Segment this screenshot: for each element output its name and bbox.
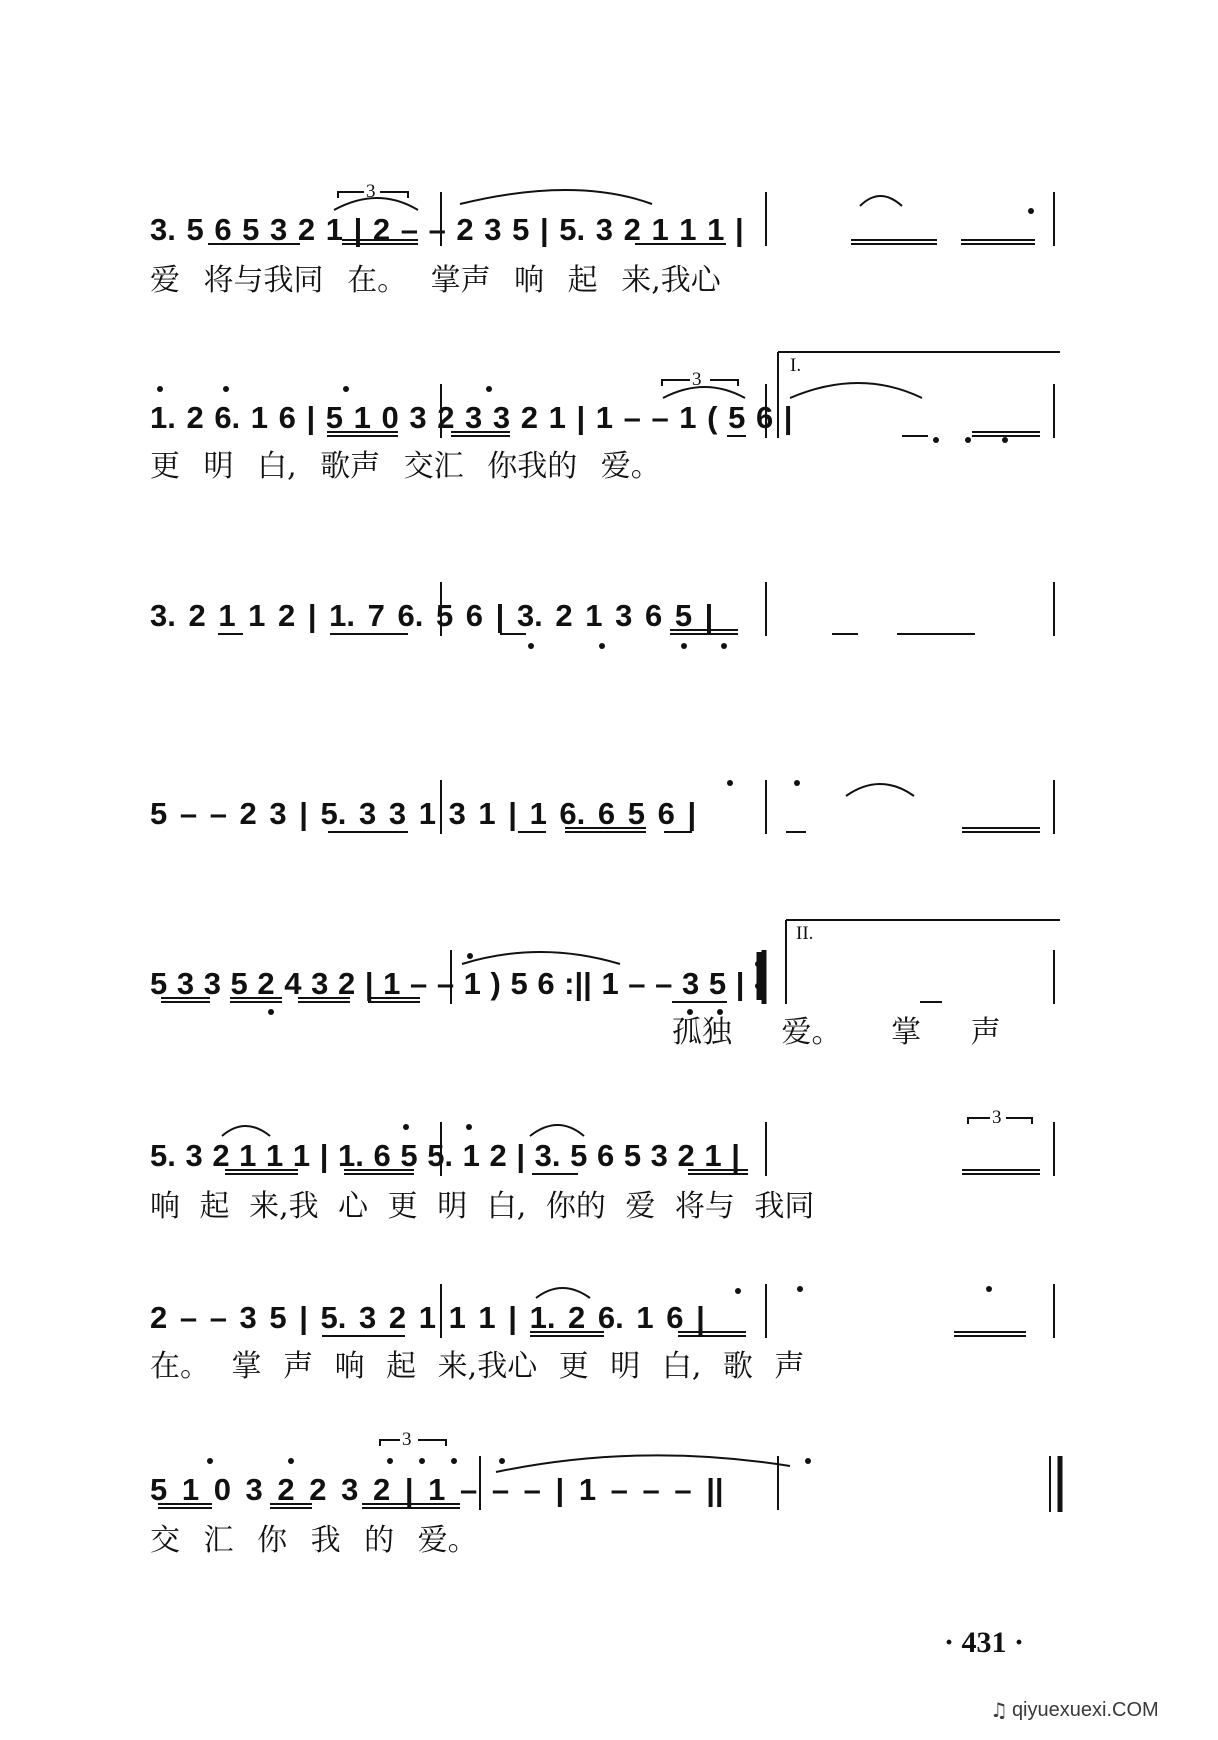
watermark <box>990 1700 1159 1720</box>
row-5-notes: 5 3 3 5 2 4 3 2 | 1 – – 1 ) 5 6 :|| 1 – – 3 5 | <box>150 966 745 1001</box>
row-2-lyrics: 更 明 白, 歌声 交汇 你我的 爱。 <box>150 449 661 484</box>
triplet-marker: 3 <box>402 1429 412 1450</box>
row-6-lyrics: 响 起 来,我 心 更 明 白, 你的 爱 将与 我同 <box>150 1189 815 1224</box>
row-3-notes: 3. 2 1 1 2 | 1. 7 6. 5 6 | 3. 2 1 3 6 5 | <box>150 598 714 633</box>
page-number: · 431 · <box>944 1626 1025 1659</box>
row-7-lyrics: 在。 掌 声 响 起 来,我心 更 明 白, 歌 声 <box>150 1349 805 1384</box>
row-8-notes: 5 1 0 3 2 2 3 2 | 1 – – – | 1 – – – || <box>150 1472 724 1507</box>
row-7-notes: 2 – – 3 5 | 5. 3 2 1 1 1 | 1. 2 6. 1 6 | <box>150 1300 705 1335</box>
row-6-notes: 5. 3 2 1 1 1 | 1. 6 5 5. 1 2 | 3. 5 6 5 3 2 1 | <box>150 1138 740 1173</box>
music-note-icon: ♫ <box>990 1698 1008 1722</box>
row-2-notes: 1. 2 6. 1 6 | 5 1 0 3 2 3 3 2 1 | 1 – – 1 ( 5 6 | <box>150 400 793 435</box>
triplet-marker: 3 <box>692 369 702 390</box>
watermark-text: qiyuexuexi.COM <box>1011 1699 1159 1721</box>
ending-1-label: I. <box>790 355 802 376</box>
triplet-marker: 3 <box>992 1107 1002 1128</box>
triplet-marker: 3 <box>366 181 376 202</box>
row-1-lyrics: 爱 将与我同 在。 掌声 响 起 来,我心 <box>150 263 721 298</box>
ending-2-label: II. <box>796 923 814 944</box>
row-1-notes: 3. 5 6 5 3 2 1 | 2 – – 2 3 5 | 5. 3 2 1 1 1 | <box>150 212 744 247</box>
row-4-notes: 5 – – 2 3 | 5. 3 3 1 3 1 | 1 6. 6 5 6 | <box>150 796 697 831</box>
row-8-lyrics: 交 汇 你 我 的 爱。 <box>150 1523 478 1558</box>
row-5-lyrics: 孤独 爱。 掌 声 <box>672 1015 1001 1050</box>
